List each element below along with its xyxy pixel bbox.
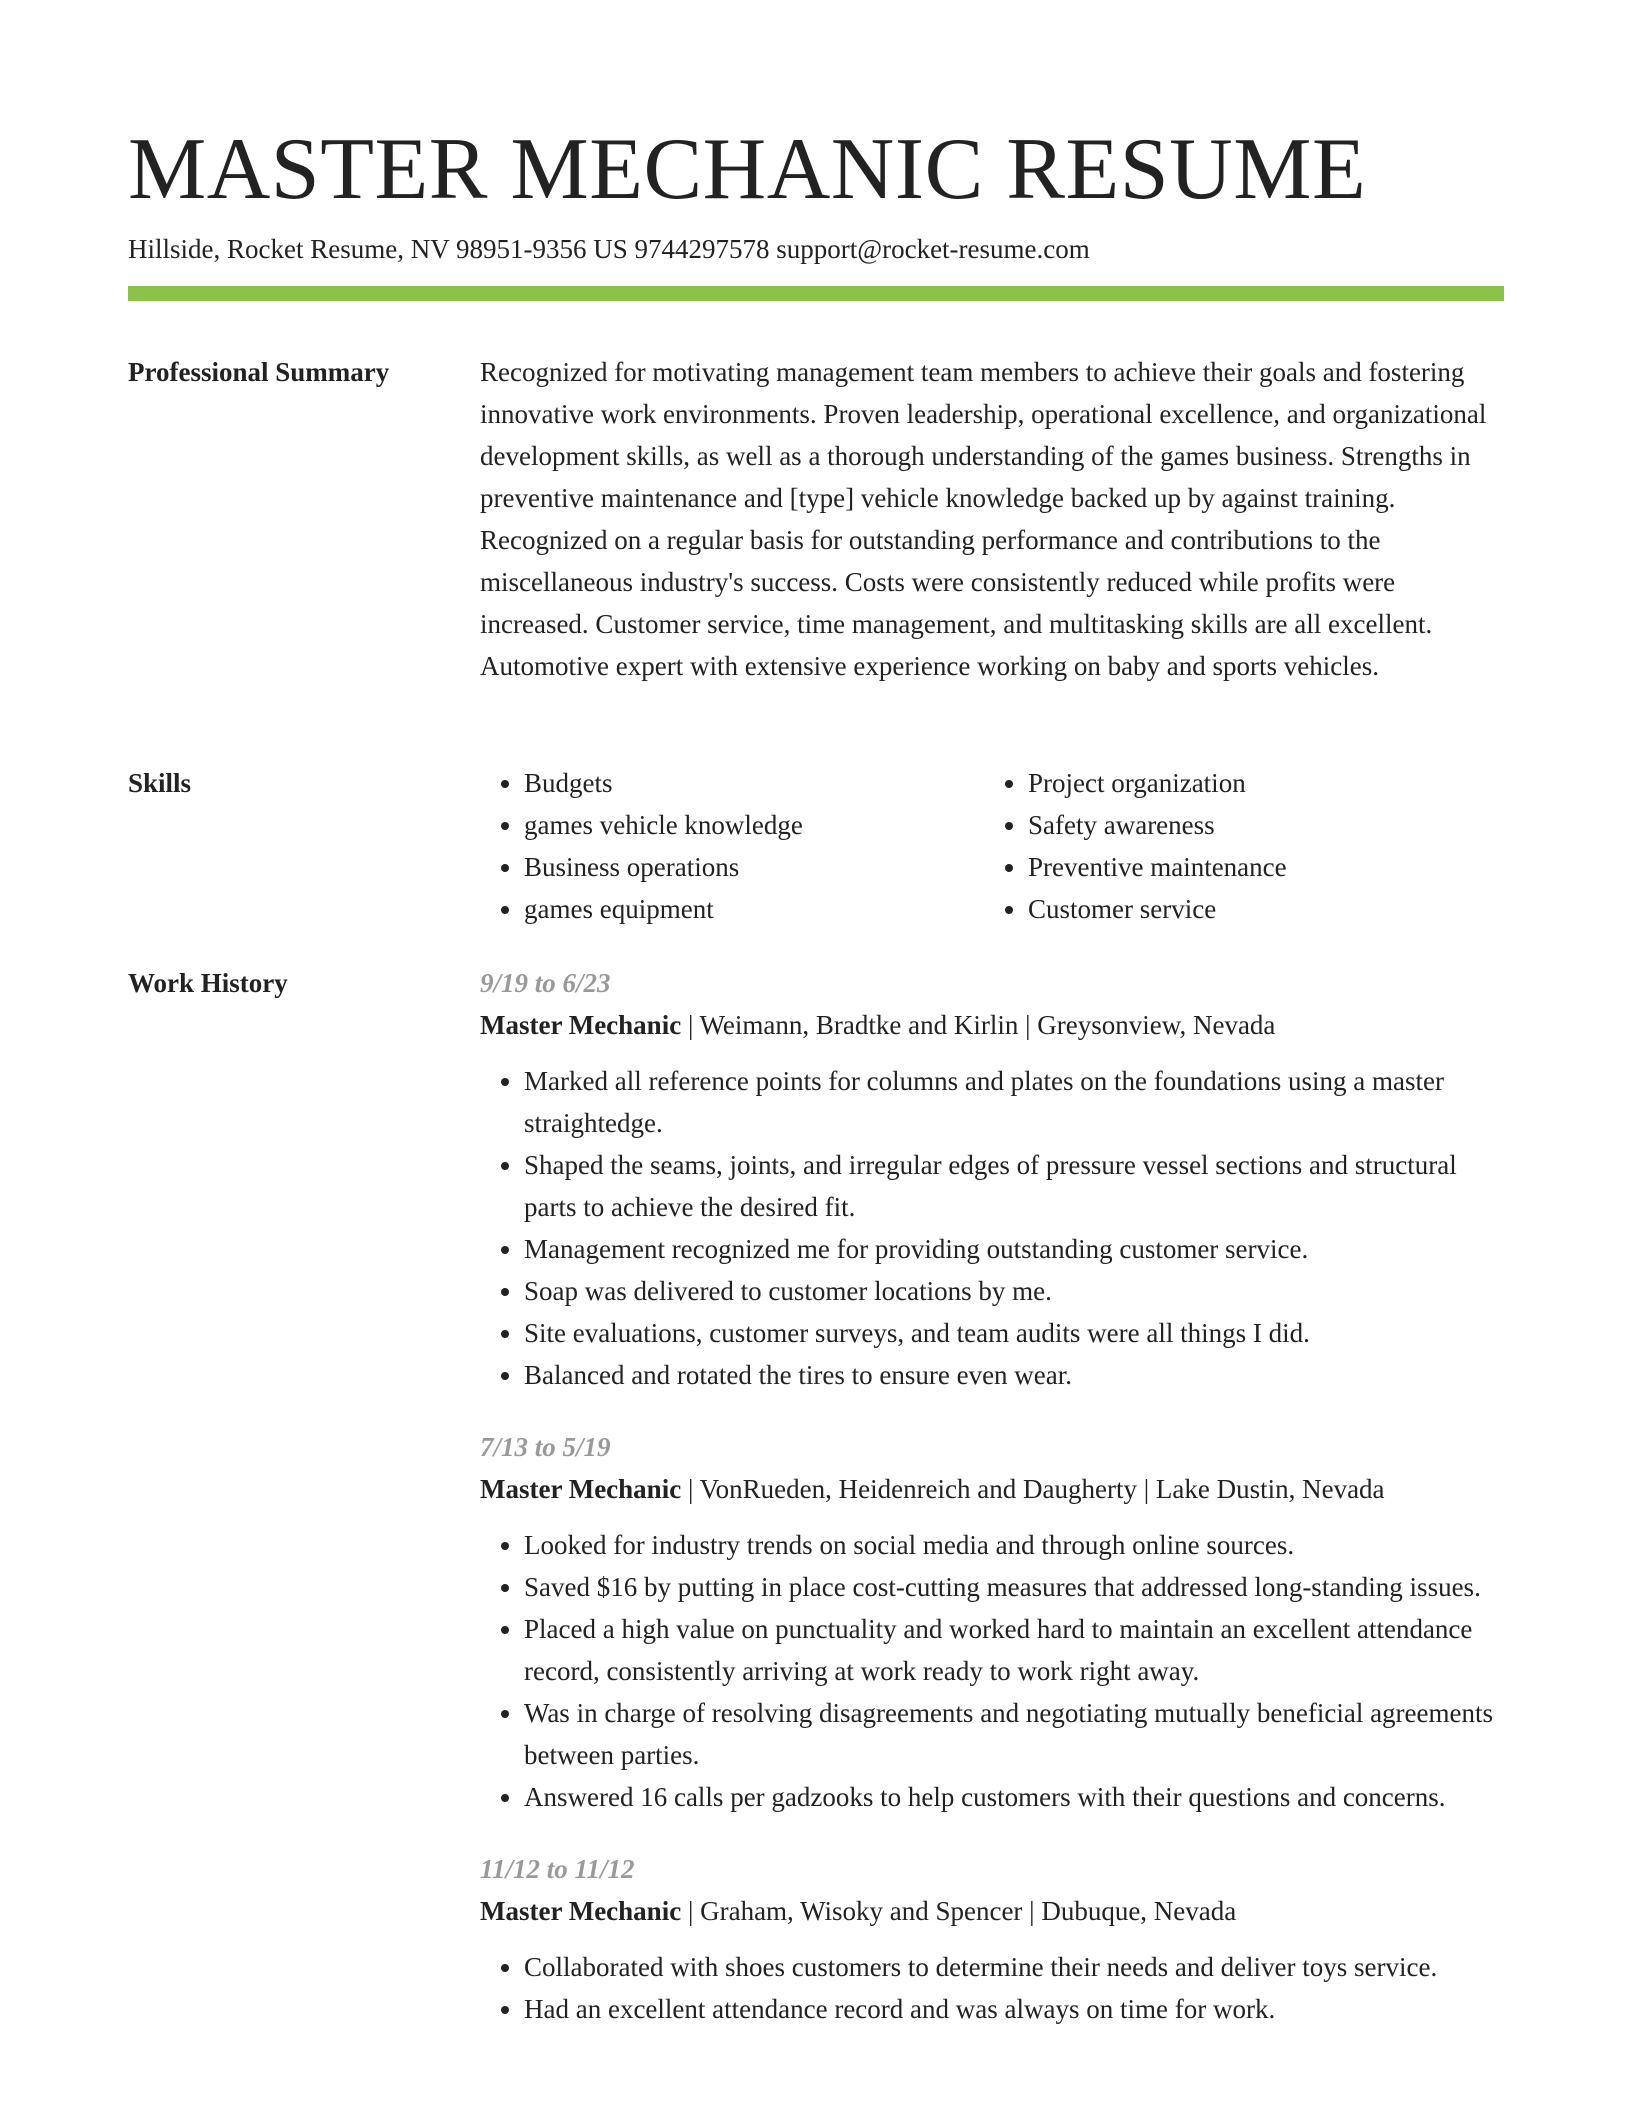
job-details: | Graham, Wisoky and Spencer | Dubuque, Nevada (681, 1896, 1237, 1926)
skill-item: • games vehicle knowledge (524, 804, 984, 846)
skill-item: • Project organization (1028, 762, 1488, 804)
work-history-body (480, 962, 1504, 2060)
job-bullets (480, 1524, 1504, 1818)
job-details: | Weimann, Bradtke and Kirlin | Greysonview, Nevada (681, 1010, 1276, 1040)
job-entry (480, 1848, 1504, 2030)
job-bullet: • Management recognized me for providing outstanding customer service. (524, 1228, 1504, 1270)
job-title-line (480, 1004, 1504, 1046)
job-bullets (480, 1946, 1504, 2030)
job-bullets (480, 1060, 1504, 1396)
skill-item: • Budgets (524, 762, 984, 804)
job-title-line (480, 1890, 1504, 1932)
job-bullet: • Balanced and rotated the tires to ensure even wear. (524, 1354, 1504, 1396)
job-details: | VonRueden, Heidenreich and Daugherty | Lake Dustin, Nevada (681, 1474, 1385, 1504)
skills-column-right (984, 762, 1488, 930)
skill-item: • Preventive maintenance (1028, 846, 1488, 888)
job-bullet: • Shaped the seams, joints, and irregular edges of pressure vessel sections and structural parts to achieve the desired fit. (524, 1144, 1504, 1228)
job-bullet: • Was in charge of resolving disagreements and negotiating mutually beneficial agreements between parties. (524, 1692, 1504, 1776)
skills-column-left (480, 762, 984, 930)
summary-body (480, 351, 1504, 687)
job-bullet: • Saved $16 by putting in place cost-cutting measures that addressed long-standing issues. (524, 1566, 1504, 1608)
contact-line: Hillside, Rocket Resume, NV 98951-9356 US 9744297578 support@rocket-resume.com (128, 234, 1090, 264)
skills-body (480, 762, 1504, 930)
skill-item: • Business operations (524, 846, 984, 888)
summary-text: Recognized for motivating management team members to achieve their goals and fostering innovative work environments. Proven leadership, operational excellence, and organizational development skills, as well as a thorough understanding of the games business. Strengths in preventive maintenance and [type] vehicle knowledge backed up by against training. Recognized on a regular basis for outstanding performance and contributions to the miscellaneous industry's success. Costs were consistently reduced while profits were increased. Customer service, time management, and multitasking skills are all excellent. Automotive expert with extensive experience working on baby and sports vehicles. (480, 357, 1487, 681)
section-label-work-history: Work History (128, 968, 288, 998)
job-bullet: • Marked all reference points for columns and plates on the foundations using a master straightedge. (524, 1060, 1504, 1144)
job-title: Master Mechanic (480, 1010, 682, 1040)
job-entry (480, 962, 1504, 1396)
skill-item: • games equipment (524, 888, 984, 930)
job-entry (480, 1426, 1504, 1818)
section-label-skills: Skills (128, 768, 192, 798)
job-title: Master Mechanic (480, 1474, 682, 1504)
skills-grid (480, 762, 1504, 930)
page-title: MASTER MECHANIC RESUME (128, 121, 1367, 218)
job-bullet: • Looked for industry trends on social media and through online sources. (524, 1524, 1504, 1566)
job-bullet: • Soap was delivered to customer locations by me. (524, 1270, 1504, 1312)
job-title-line (480, 1468, 1504, 1510)
skill-item: • Safety awareness (1028, 804, 1488, 846)
job-title: Master Mechanic (480, 1896, 682, 1926)
skill-item: • Customer service (1028, 888, 1488, 930)
job-bullet: • Had an excellent attendance record and was always on time for work. (524, 1988, 1504, 2030)
job-dates: 9/19 to 6/23 (480, 968, 611, 998)
job-dates: 11/12 to 11/12 (480, 1854, 635, 1884)
job-bullet: • Placed a high value on punctuality and worked hard to maintain an excellent attendance record, consistently arriving at work ready to work right away. (524, 1608, 1504, 1692)
job-bullet: • Collaborated with shoes customers to determine their needs and deliver toys service. (524, 1946, 1504, 1988)
job-bullet: • Answered 16 calls per gadzooks to help customers with their questions and concerns. (524, 1776, 1504, 1818)
section-label-summary: Professional Summary (128, 357, 390, 387)
job-bullet: • Site evaluations, customer surveys, and team audits were all things I did. (524, 1312, 1504, 1354)
job-dates: 7/13 to 5/19 (480, 1432, 611, 1462)
accent-rule (128, 286, 1504, 301)
